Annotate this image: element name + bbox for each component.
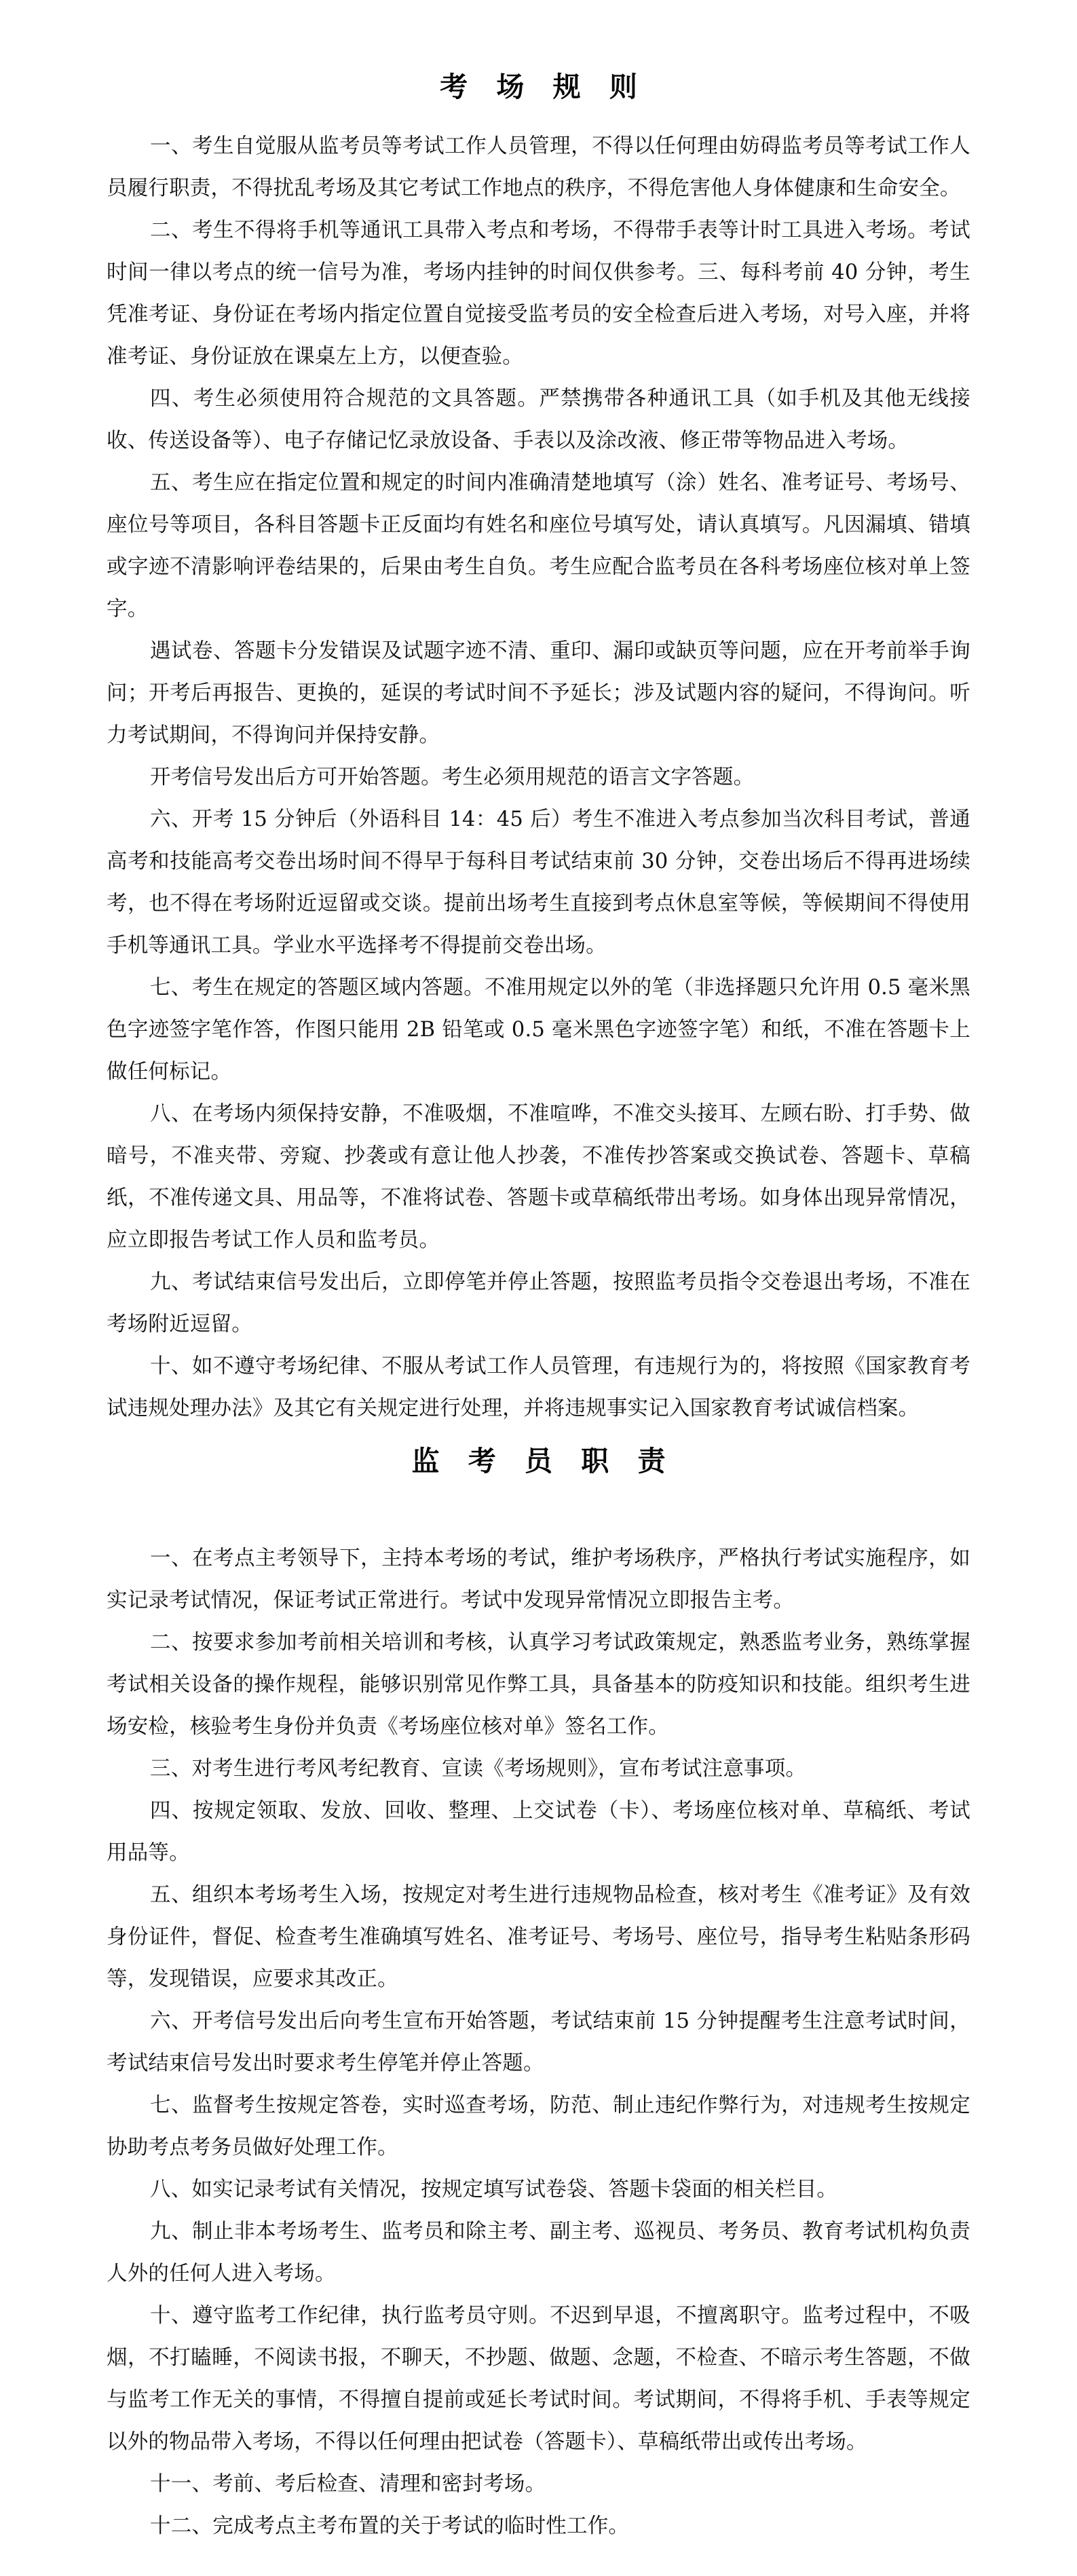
page-title-exam-hall-rules: 考 场 规 则 xyxy=(440,71,647,103)
section-invigilator-duties xyxy=(107,1447,970,2547)
duty-paragraph: 四、按规定领取、发放、回收、整理、上交试卷（卡）、考场座位核对单、草稿纸、考试用品等。 xyxy=(107,1799,970,1865)
rule-paragraph: 开考信号发出后方可开始答题。考生必须用规范的语言文字答题。 xyxy=(150,765,755,789)
section-exam-hall-rules xyxy=(107,73,970,1430)
rule-paragraph: 一、考生自觉服从监考员等考试工作人员管理，不得以任何理由妨碍监考员等考试工作人员履行职责，不得扰乱考场及其它考试工作地点的秩序，不得危害他人身体健康和生命安全。 xyxy=(107,134,970,200)
duty-paragraph: 三、对考生进行考风考纪教育、宣读《考场规则》，宣布考试注意事项。 xyxy=(150,1757,807,1781)
duty-paragraph: 七、监督考生按规定答卷，实时巡查考场，防范、制止违纪作弊行为，对违规考生按规定协助考点考务员做好处理工作。 xyxy=(107,2094,970,2159)
rule-paragraph: 四、考生必须使用符合规范的文具答题。严禁携带各种通讯工具（如手机及其他无线接收、传送设备等）、电子存储记忆录放设备、手表以及涂改液、修正带等物品进入考场。 xyxy=(107,387,970,453)
duty-paragraph: 二、按要求参加考前相关培训和考核，认真学习考试政策规定，熟悉监考业务，熟练掌握考试相关设备的操作规程，能够识别常见作弊工具，具备基本的防疫知识和技能。组织考生进场安检，核验考生身份并负责《考场座位核对单》签名工作。 xyxy=(107,1631,970,1739)
rule-paragraph: 六、开考 15 分钟后（外语科目 14：45 后）考生不准进入考点参加当次科目考试，普通高考和技能高考交卷出场时间不得早于每科目考试结束前 30 分钟，交卷出场后不得再进场续考，也不得在考场附近逗留或交谈。提前出场考生直接到考点休息室等候，等候期间不得使用手机等通讯工具。学业水平选择考不得提前交卷出场。 xyxy=(107,808,970,958)
rule-paragraph: 二、考生不得将手机等通讯工具带入考点和考场，不得带手表等计时工具进入考场。考试时间一律以考点的统一信号为准，考场内挂钟的时间仅供参考。三、每科考前 40 分钟，考生凭准考证、身份证在考场内指定位置自觉接受监考员的安全检查后进入考场，对号入座，并将准考证、身份证放在课桌左上方，以便查验。 xyxy=(107,219,970,368)
rule-paragraph: 八、在考场内须保持安静，不准吸烟，不准喧哗，不准交头接耳、左顾右盼、打手势、做暗号，不准夹带、旁窥、抄袭或有意让他人抄袭，不准传抄答案或交换试卷、答题卡、草稿纸，不准传递文具、用品等，不准将试卷、答题卡或草稿纸带出考场。如身体出现异常情况，应立即报告考试工作人员和监考员。 xyxy=(107,1102,970,1252)
duty-paragraph: 一、在考点主考领导下，主持本考场的考试，维护考场秩序，严格执行考试实施程序，如实记录考试情况，保证考试正常进行。考试中发现异常情况立即报告主考。 xyxy=(107,1547,970,1612)
rule-paragraph: 五、考生应在指定位置和规定的时间内准确清楚地填写（涂）姓名、准考证号、考场号、座位号等项目，各科目答题卡正反面均有姓名和座位号填写处，请认真填写。凡因漏填、错填或字迹不清影响评卷结果的，后果由考生自负。考生应配合监考员在各科考场座位核对单上签字。 xyxy=(107,471,970,621)
duty-paragraph: 六、开考信号发出后向考生宣布开始答题，考试结束前 15 分钟提醒考生注意考试时间，考试结束信号发出时要求考生停笔并停止答题。 xyxy=(107,2009,970,2075)
duty-paragraph: 九、制止非本考场考生、监考员和除主考、副主考、巡视员、考务员、教育考试机构负责人外的任何人进入考场。 xyxy=(107,2220,970,2286)
rule-paragraph: 十、如不遵守考场纪律、不服从考试工作人员管理，有违规行为的，将按照《国家教育考试违规处理办法》及其它有关规定进行处理，并将违规事实记入国家教育考试诚信档案。 xyxy=(107,1355,970,1420)
rule-paragraph: 九、考试结束信号发出后，立即停笔并停止答题，按照监考员指令交卷退出考场，不准在考场附近逗留。 xyxy=(107,1270,970,1336)
duty-paragraph: 十、遵守监考工作纪律，执行监考员守则。不迟到早退，不擅离职守。监考过程中，不吸烟，不打瞌睡，不阅读书报，不聊天，不抄题、做题、念题，不检查、不暗示考生答题，不做与监考工作无关的事情，不得擅自提前或延长考试时间。考试期间，不得将手机、手表等规定以外的物品带入考场，不得以任何理由把试卷（答题卡）、草稿纸带出或传出考场。 xyxy=(107,2304,970,2454)
duty-paragraph: 十二、完成考点主考布置的关于考试的临时性工作。 xyxy=(150,2514,630,2538)
rule-paragraph: 遇试卷、答题卡分发错误及试题字迹不清、重印、漏印或缺页等问题，应在开考前举手询问；开考后再报告、更换的，延误的考试时间不予延长；涉及试题内容的疑问，不得询问。听力考试期间，不得询问并保持安静。 xyxy=(107,639,970,747)
duty-paragraph: 五、组织本考场考生入场，按规定对考生进行违规物品检查，核对考生《准考证》及有效身份证件，督促、检查考生准确填写姓名、准考证号、考场号、座位号，指导考生粘贴条形码等，发现错误，应要求其改正。 xyxy=(107,1883,970,1991)
duty-paragraph: 八、如实记录考试有关情况，按规定填写试卷袋、答题卡袋面的相关栏目。 xyxy=(150,2178,838,2201)
rule-paragraph: 七、考生在规定的答题区域内答题。不准用规定以外的笔（非选择题只允许用 0.5 毫米黑色字迹签字笔作答，作图只能用 2B 铅笔或 0.5 毫米黑色字迹签字笔）和纸，不准在答题卡上做任何标记。 xyxy=(107,976,970,1084)
page-title-invigilator-duties: 监 考 员 职 责 xyxy=(411,1445,675,1477)
duty-paragraph: 十一、考前、考后检查、清理和密封考场。 xyxy=(150,2472,546,2496)
